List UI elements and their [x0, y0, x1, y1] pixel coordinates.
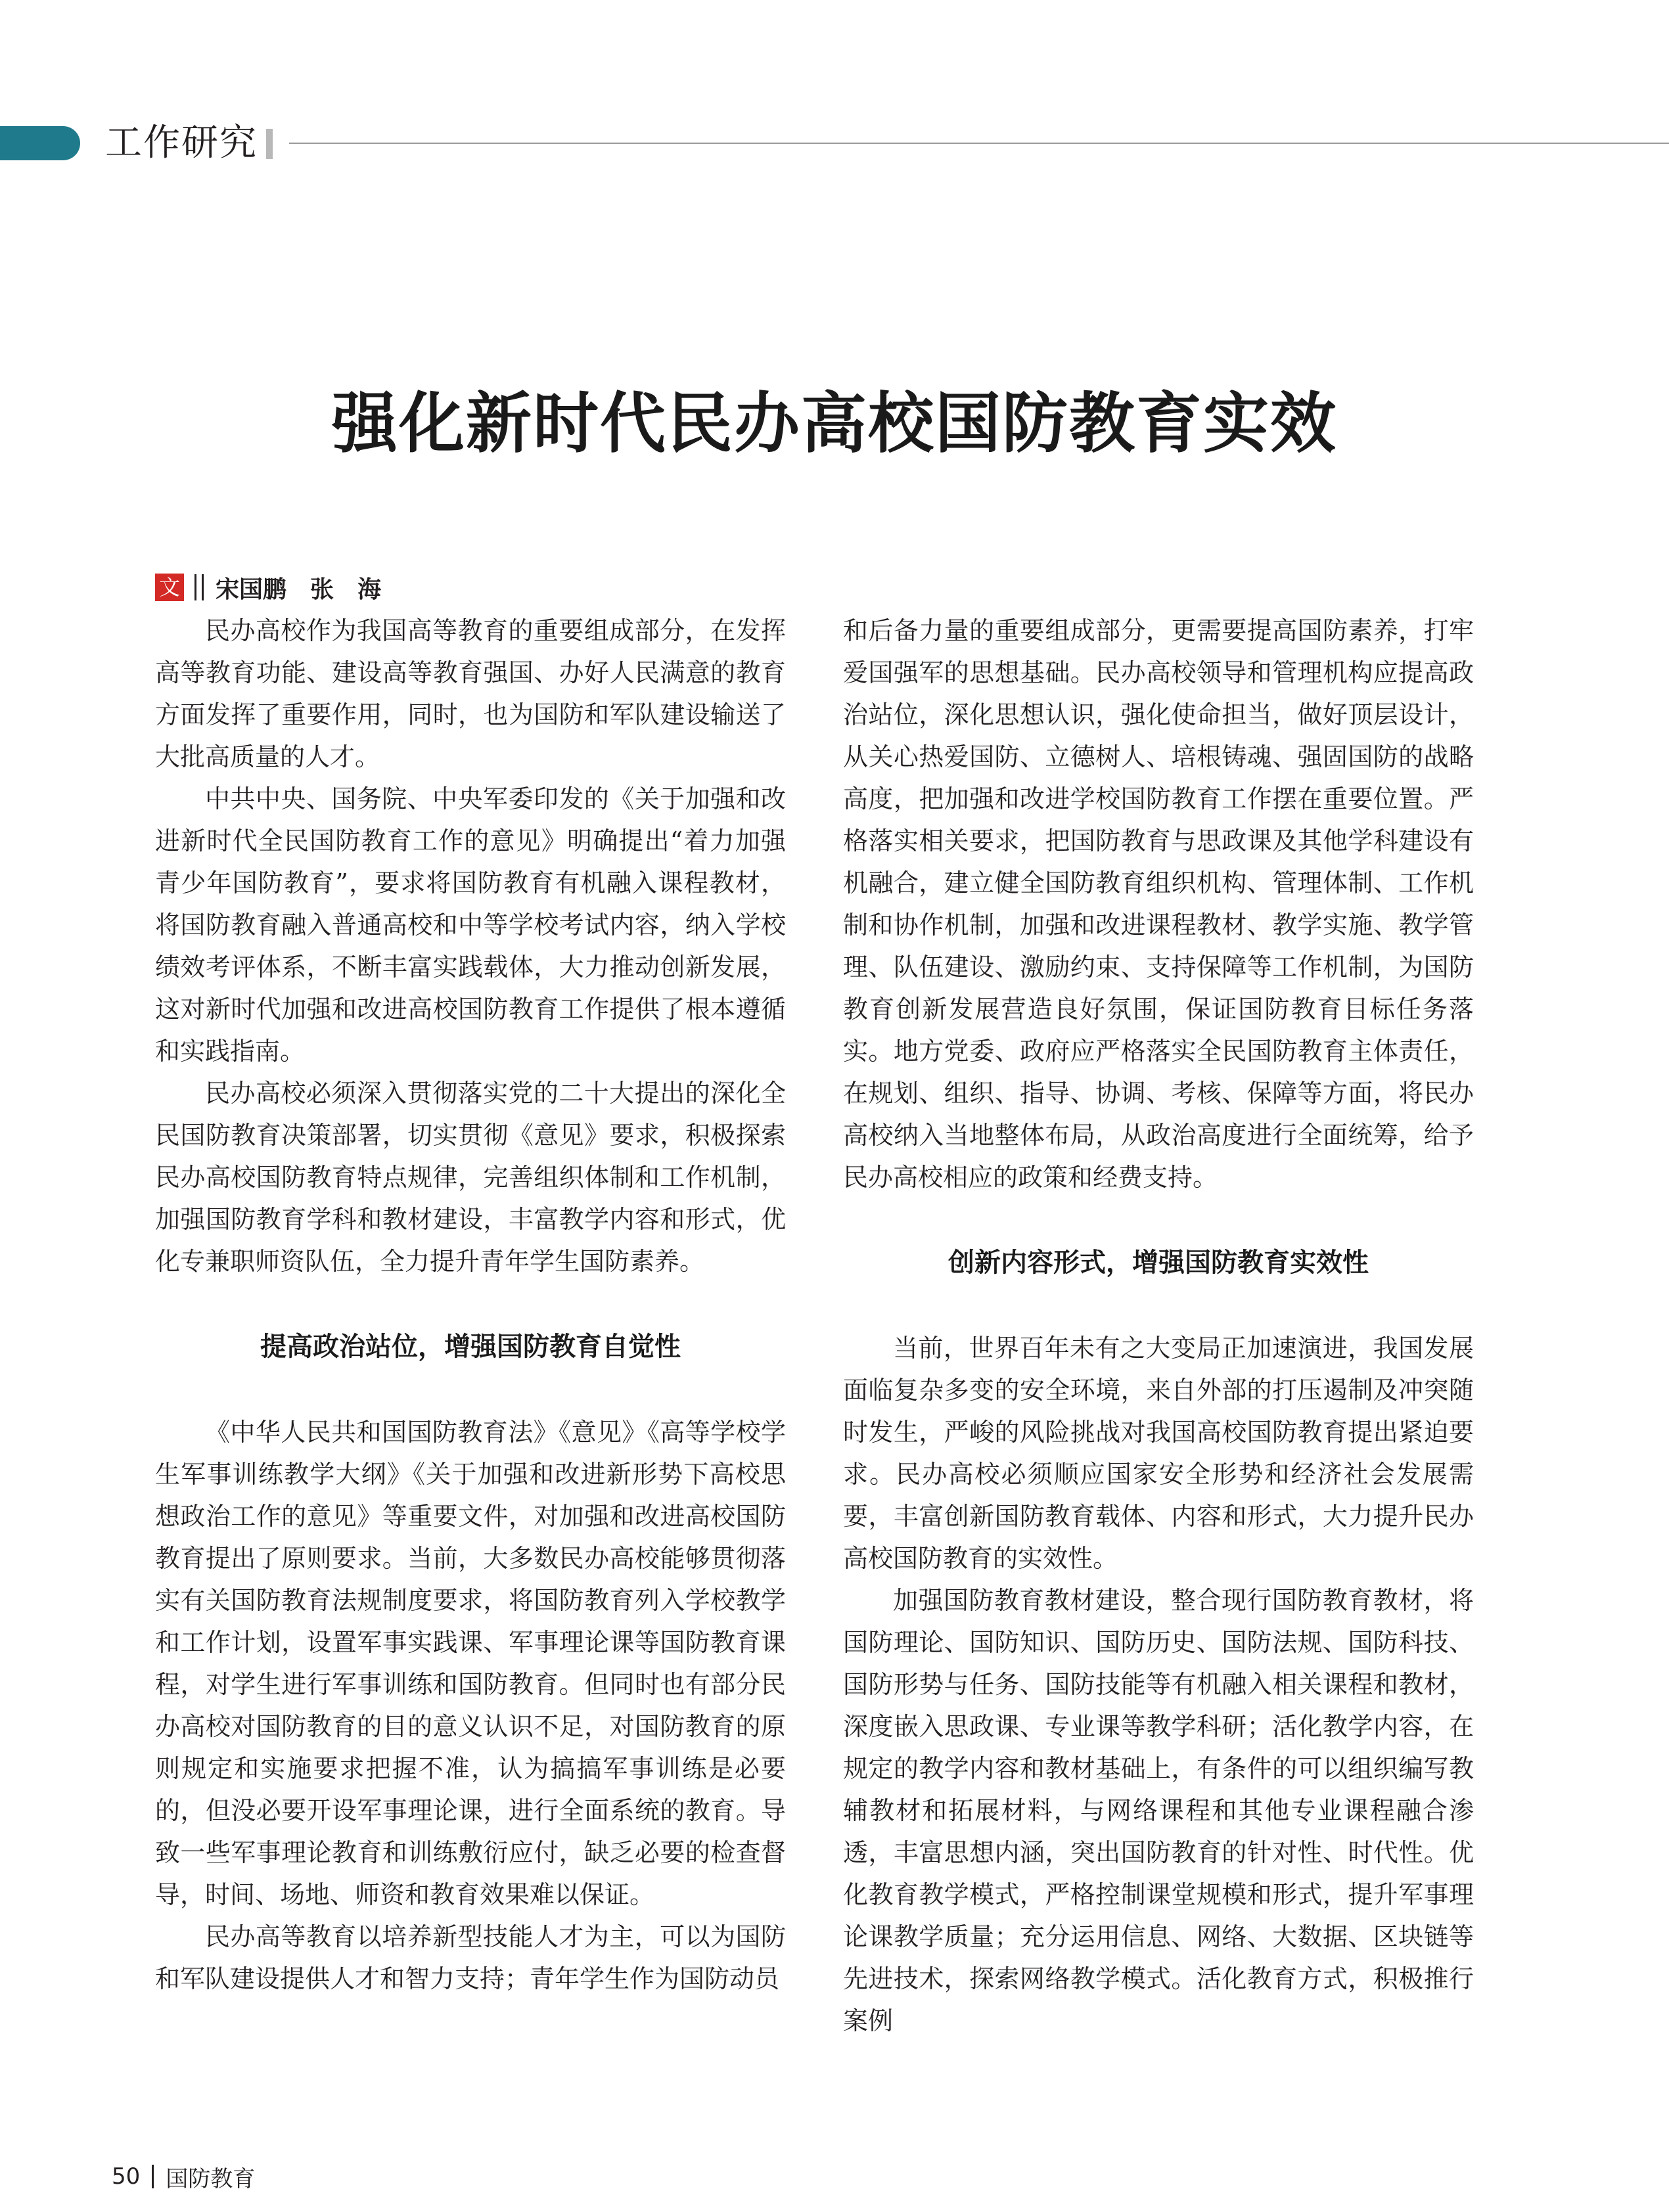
paragraph: 民办高等教育以培养新型技能人才为主，可以为国防和军队建设提供人才和智力支持；青年学生作为国防动员: [155, 1922, 786, 1993]
header-rule: [289, 143, 1669, 144]
paragraph: 加强国防教育教材建设，整合现行国防教育教材，将国防理论、国防知识、国防历史、国防法规、国防科技、国防形势与任务、国防技能等有机融入相关课程和教材，深度嵌入思政课、专业课等教学科研；活化教学内容，在规定的教学内容和教材基础上，有条件的可以组织编写教辅教材和拓展材料，与网络课程和其他专业课程融合渗透，丰富思想内涵，突出国防教育的针对性、时代性。优化教育教学模式，严格控制课堂规模和形式，提升军事理论课教学质量；充分运用信息、网络、大数据、区块链等先进技术，探索网络教学模式。活化教育方式，积极推行案例: [843, 1586, 1474, 2035]
page-number: 50: [112, 2163, 141, 2190]
section-color-bar: [0, 126, 80, 160]
paragraph: 民办高校必须深入贯彻落实党的二十大提出的深化全民国防教育决策部署，切实贯彻《意见》要求，积极探索民办高校国防教育特点规律，完善组织体制和工作机制，加强国防教育学科和教材建设，丰富教学内容和形式，优化专兼职师资队伍，全力提升青年学生国防素养。: [155, 1079, 786, 1276]
byline: [155, 570, 381, 604]
section-label: 工作研究: [105, 122, 258, 164]
paragraph: 和后备力量的重要组成部分，更需要提高国防素养，打牢爱国强军的思想基础。民办高校领导和管理机构应提高政治站位，深化思想认识，强化使命担当，做好顶层设计，从关心热爱国防、立德树人、培根铸魂、强固国防的战略高度，把加强和改进学校国防教育工作摆在重要位置。严格落实相关要求，把国防教育与思政课及其他学科建设有机融合，建立健全国防教育组织机构、管理体制、工作机制和协作机制，加强和改进课程教材、教学实施、教学管理、队伍建设、激励约束、支持保障等工作机制，为国防教育创新发展营造良好氛围，保证国防教育目标任务落实。地方党委、政府应严格落实全民国防教育主体责任，在规划、组织、指导、协调、考核、保障等方面，将民办高校纳入当地整体布局，从政治高度进行全面统筹，给予民办高校相应的政策和经费支持。: [843, 616, 1474, 1192]
paragraph: 民办高校作为我国高等教育的重要组成部分，在发挥高等教育功能、建设高等教育强国、办好人民满意的教育方面发挥了重要作用，同时，也为国防和军队建设输送了大批高质量的人才。: [155, 616, 786, 771]
paragraph: 当前，世界百年未有之大变局正加速演进，我国发展面临复杂多变的安全环境，来自外部的打压遏制及冲突随时发生，严峻的风险挑战对我国高校国防教育提出紧迫要求。民办高校必须顺应国家安全形势和经济社会发展需要，丰富创新国防教育载体、内容和形式，大力提升民办高校国防教育的实效性。: [843, 1334, 1474, 1573]
footer-separator: [152, 2165, 154, 2188]
paragraph: 《中华人民共和国国防教育法》《意见》《高等学校学生军事训练教学大纲》《关于加强和改进新形势下高校思想政治工作的意见》等重要文件，对加强和改进高校国防教育提出了原则要求。当前，大多数民办高校能够贯彻落实有关国防教育法规制度要求，将国防教育列入学校教学和工作计划，设置军事实践课、军事理论课等国防教育课程，对学生进行军事训练和国防教育。但同时也有部分民办高校对国防教育的目的意义认识不足，对国防教育的原则规定和实施要求把握不准，认为搞搞军事训练是必要的，但没必要开设军事理论课，进行全面系统的教育。导致一些军事理论教育和训练敷衍应付，缺乏必要的检查督导，时间、场地、师资和教育效果难以保证。: [155, 1418, 786, 1909]
byline-separator: [194, 574, 204, 600]
section-heading: 提高政治站位，增强国防教育自觉性: [260, 1332, 681, 1362]
right-column: [843, 610, 1474, 2042]
byline-authors: 宋国鹏 张 海: [216, 576, 382, 603]
left-column: [155, 610, 786, 2000]
page-footer: [112, 2160, 255, 2193]
journal-name: 国防教育: [166, 2165, 256, 2192]
section-heading: 创新内容形式，增强国防教育实效性: [948, 1248, 1369, 1278]
byline-badge: 文: [155, 574, 184, 601]
article-title: 强化新时代民办高校国防教育实效: [332, 385, 1337, 462]
paragraph: 中共中央、国务院、中央军委印发的《关于加强和改进新时代全民国防教育工作的意见》明确提出“着力加强青少年国防教育”，要求将国防教育有机融入课程教材，将国防教育融入普通高校和中等学校考试内容，纳入学校绩效考评体系，不断丰富实践载体，大力推动创新发展，这对新时代加强和改进高校国防教育工作提供了根本遵循和实践指南。: [155, 784, 786, 1066]
section-separator: [266, 129, 273, 159]
